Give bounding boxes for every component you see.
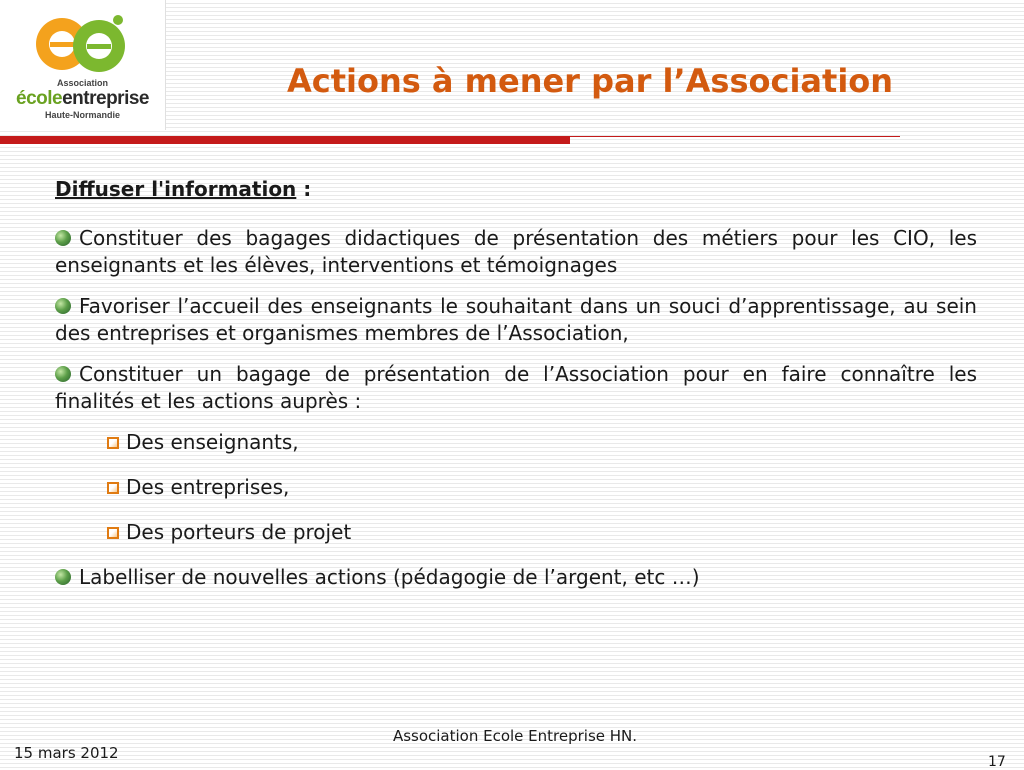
sub-bullet-item: [107, 429, 977, 456]
slide-content: [55, 176, 977, 605]
section-subheading: [55, 176, 977, 203]
green-sphere-bullet-icon: [55, 230, 71, 246]
bullet-text: Favoriser l’accueil des enseignants le souhaitant dans un souci d’apprentissage, au sein des entreprises et organismes membres de l’Association,: [55, 294, 977, 345]
sub-bullet-text: Des entreprises,: [126, 475, 290, 499]
logo-brand-text: [0, 88, 165, 110]
sub-bullet-text: Des porteurs de projet: [126, 520, 352, 544]
logo-association-text: Association: [56, 78, 108, 88]
title-underline-thin: [570, 136, 900, 137]
subheading-colon: :: [296, 177, 312, 201]
orange-square-bullet-icon: [107, 437, 119, 449]
logo-brand-part2: entreprise: [62, 88, 149, 109]
sub-bullet-text: Des enseignants,: [126, 430, 299, 454]
orange-square-bullet-icon: [107, 527, 119, 539]
sub-bullet-item: [107, 474, 977, 501]
page-number: 17: [988, 754, 1006, 770]
title-underline-thick: [0, 136, 570, 144]
bullet-item: [55, 225, 977, 279]
association-logo: [0, 0, 166, 130]
bullet-text: Labelliser de nouvelles actions (pédagogie de l’argent, etc …): [79, 565, 700, 589]
bullet-item: [55, 361, 977, 415]
orange-square-bullet-icon: [107, 482, 119, 494]
footer-organization: Association Ecole Entreprise HN.: [392, 727, 638, 745]
sub-bullet-item: [107, 519, 977, 546]
green-sphere-bullet-icon: [55, 569, 71, 585]
bullet-text: Constituer un bagage de présentation de l’Association pour en faire connaître les finalités et les actions auprès :: [55, 362, 977, 413]
logo-brand-part1: école: [16, 88, 63, 109]
ee-logo-graphic: [0, 0, 165, 82]
green-sphere-bullet-icon: [55, 366, 71, 382]
bullet-item: [55, 564, 977, 591]
bullet-item: [55, 293, 977, 347]
subheading-text: Diffuser l'information: [55, 177, 297, 201]
green-sphere-bullet-icon: [55, 298, 71, 314]
bullet-text: Constituer des bagages didactiques de présentation des métiers pour les CIO, les enseignants et les élèves, interventions et témoignages: [55, 226, 977, 277]
slide-title: Actions à mener par l’Association: [286, 62, 894, 100]
logo-region-text: Haute-Normandie: [44, 110, 120, 120]
footer-date: 15 mars 2012: [14, 744, 119, 762]
